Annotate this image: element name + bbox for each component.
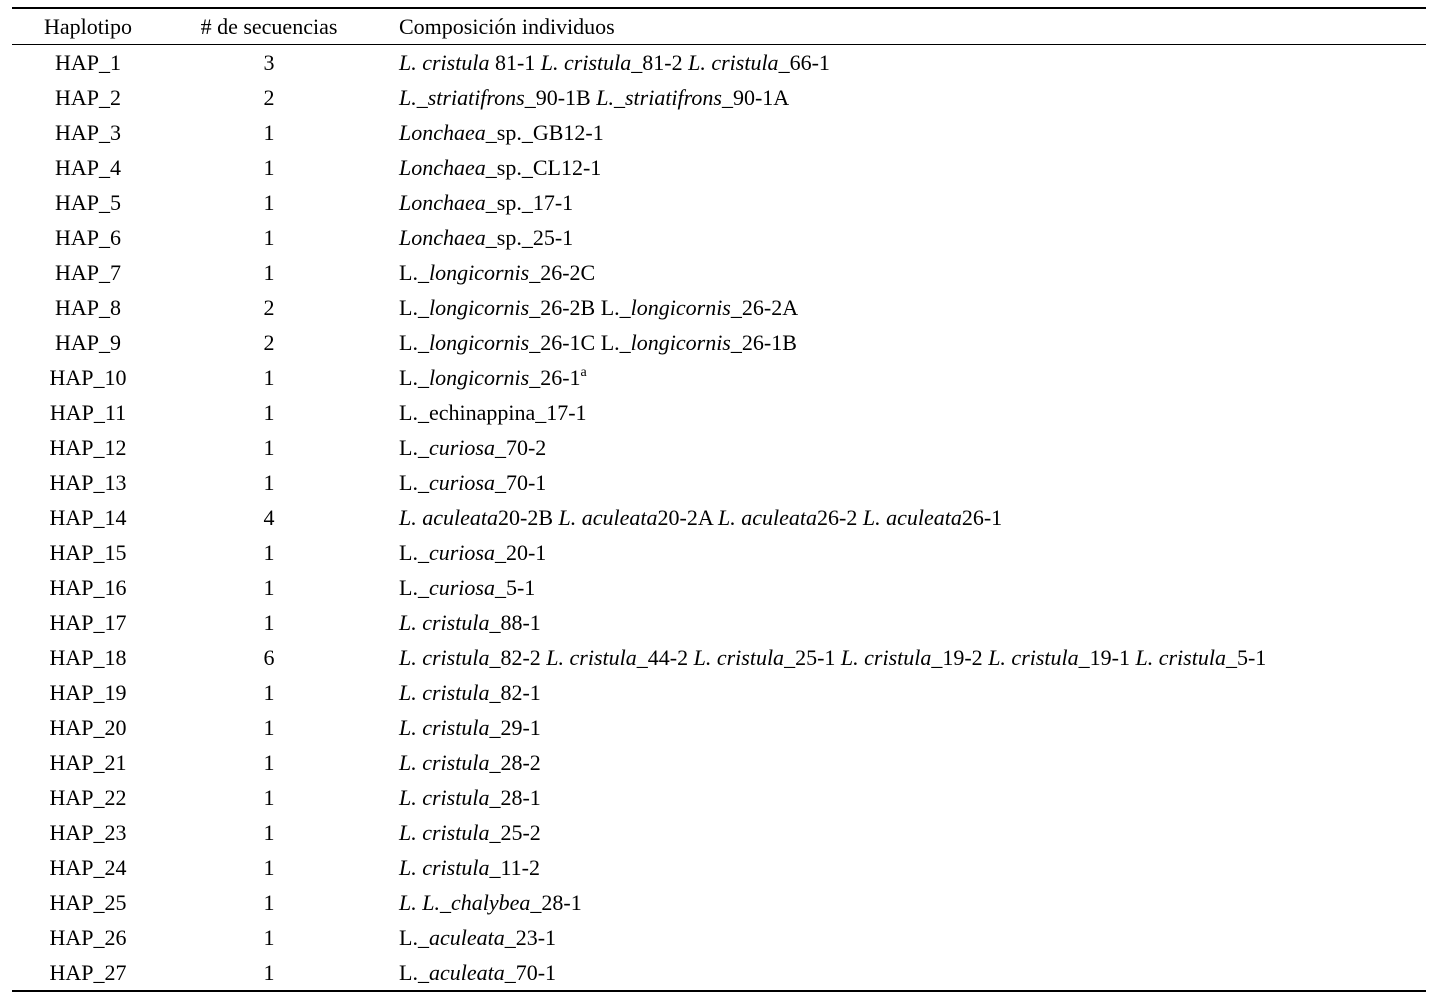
haplotype-id: HAP_6	[54, 225, 121, 250]
specimen-code: _sp._CL12-1	[485, 155, 602, 180]
specimen-code: _81-2	[631, 50, 689, 75]
individuals-composition	[399, 115, 604, 150]
individuals-composition	[399, 325, 797, 360]
sequence-count: 3	[263, 50, 275, 75]
specimen-code: 20-2B	[498, 505, 559, 530]
species-name: L. cristula	[988, 645, 1079, 670]
specimen-code: _70-1	[504, 960, 557, 985]
species-name: L. cristula	[399, 680, 490, 705]
header-haplotipo: Haplotipo	[44, 14, 132, 39]
specimen-code: _26-2B L._	[529, 295, 631, 320]
individuals-composition	[399, 395, 587, 430]
header-row	[12, 9, 1426, 44]
haplotype-id: HAP_3	[54, 120, 121, 145]
table-row	[12, 150, 1426, 185]
species-name: L. cristula	[399, 855, 490, 880]
specimen-code: L._	[399, 575, 429, 600]
haplotype-id: HAP_18	[49, 645, 127, 670]
individuals-composition	[399, 80, 789, 115]
haplotype-id: HAP_20	[49, 715, 127, 740]
haplotype-id: HAP_19	[49, 680, 127, 705]
individuals-composition	[399, 290, 798, 325]
table-row	[12, 360, 1426, 395]
haplotype-id: HAP_11	[49, 400, 127, 425]
table-row	[12, 850, 1426, 885]
specimen-code: 81-1	[489, 50, 541, 75]
species-name: L. cristula	[399, 750, 490, 775]
specimen-code: _29-1	[489, 715, 541, 740]
species-name: curiosa	[428, 470, 495, 495]
table-row	[12, 640, 1426, 675]
table-row	[12, 780, 1426, 815]
table-row	[12, 80, 1426, 115]
individuals-composition	[399, 640, 1266, 675]
specimen-code: _66-1	[778, 50, 830, 75]
specimen-code: L._	[399, 365, 429, 390]
table-row	[12, 255, 1426, 290]
table-row	[12, 115, 1426, 150]
table-row	[12, 430, 1426, 465]
specimen-code: L._echinappina_17-1	[399, 400, 587, 425]
haplotype-id: HAP_2	[54, 85, 121, 110]
individuals-composition	[399, 255, 595, 290]
specimen-code: 20-2A	[657, 505, 718, 530]
specimen-code: _5-1	[494, 575, 536, 600]
specimen-code: _90-1A	[721, 85, 790, 110]
individuals-composition	[399, 885, 582, 920]
specimen-code: _26-1	[529, 365, 581, 390]
species-name: curiosa	[428, 540, 495, 565]
specimen-code: _44-2	[636, 645, 694, 670]
header-secuencias: # de secuencias	[200, 14, 338, 39]
species-name: L. aculeata	[399, 505, 498, 530]
individuals-composition	[399, 220, 573, 255]
haplotype-id: HAP_10	[49, 365, 127, 390]
specimen-code: _sp._25-1	[485, 225, 574, 250]
table-row	[12, 325, 1426, 360]
specimen-code: _23-1	[504, 925, 557, 950]
species-name: L. cristula	[1135, 645, 1226, 670]
species-name: L. cristula	[399, 715, 490, 740]
haplotype-id: HAP_5	[54, 190, 121, 215]
individuals-composition	[399, 745, 541, 780]
table-row	[12, 395, 1426, 430]
specimen-code: _26-2C	[529, 260, 596, 285]
specimen-code: _90-1B	[524, 85, 597, 110]
sequence-count: 2	[263, 330, 275, 355]
table-row	[12, 185, 1426, 220]
specimen-code: _88-1	[489, 610, 541, 635]
table-row	[12, 745, 1426, 780]
specimen-code: _28-1	[530, 890, 582, 915]
species-name: curiosa	[428, 575, 495, 600]
species-name: L. cristula	[399, 820, 490, 845]
species-name: L. L._chalybea	[399, 890, 531, 915]
sequence-count: 1	[263, 540, 275, 565]
haplotype-id: HAP_25	[49, 890, 127, 915]
table-body	[12, 45, 1426, 990]
specimen-code: L._	[399, 470, 429, 495]
species-name: longicornis	[630, 295, 731, 320]
individuals-composition	[399, 360, 587, 395]
specimen-code: _82-2	[489, 645, 547, 670]
sequence-count: 1	[263, 820, 275, 845]
table-row	[12, 465, 1426, 500]
sequence-count: 1	[263, 890, 275, 915]
sequence-count: 1	[263, 365, 275, 390]
sequence-count: 1	[263, 120, 275, 145]
sequence-count: 1	[263, 225, 275, 250]
specimen-code: _82-1	[489, 680, 541, 705]
table-row	[12, 45, 1426, 80]
species-name: L. cristula	[546, 645, 637, 670]
specimen-code: _25-2	[489, 820, 541, 845]
haplotype-id: HAP_26	[49, 925, 127, 950]
species-name: longicornis	[630, 330, 731, 355]
specimen-code: _26-1B	[730, 330, 797, 355]
species-name: L. aculeata	[558, 505, 658, 530]
haplotype-id: HAP_14	[49, 505, 127, 530]
sequence-count: 1	[263, 470, 275, 495]
specimen-code: L._	[399, 925, 429, 950]
species-name: L. cristula	[540, 50, 632, 75]
haplotype-id: HAP_8	[54, 295, 121, 320]
specimen-code: _70-1	[494, 470, 547, 495]
specimen-code: _19-2	[931, 645, 989, 670]
individuals-composition	[399, 535, 546, 570]
haplotype-id: HAP_4	[54, 155, 121, 180]
specimen-code: _sp._GB12-1	[485, 120, 604, 145]
individuals-composition	[399, 780, 541, 815]
species-name: L. cristula	[399, 610, 490, 635]
individuals-composition	[399, 850, 540, 885]
sequence-count: 2	[263, 85, 275, 110]
specimen-code: 26-2	[817, 505, 863, 530]
specimen-code: _26-1C L._	[529, 330, 631, 355]
species-name: L. cristula	[688, 50, 779, 75]
table-row	[12, 570, 1426, 605]
species-name: Lonchaea	[399, 190, 486, 215]
individuals-composition	[399, 430, 546, 465]
table-row	[12, 605, 1426, 640]
table-row	[12, 710, 1426, 745]
sequence-count: 6	[263, 645, 275, 670]
haplotype-id: HAP_27	[49, 960, 127, 985]
table-row	[12, 500, 1426, 535]
individuals-composition	[399, 185, 573, 220]
species-name: longicornis	[428, 330, 530, 355]
table-row	[12, 920, 1426, 955]
sequence-count: 1	[263, 925, 275, 950]
species-name: longicornis	[428, 365, 530, 390]
species-name: L. cristula	[840, 645, 932, 670]
individuals-composition	[399, 150, 601, 185]
species-name: L. cristula	[399, 645, 490, 670]
sequence-count: 1	[263, 155, 275, 180]
sequence-count: 1	[263, 750, 275, 775]
sequence-count: 1	[263, 190, 275, 215]
specimen-code: L._	[399, 435, 429, 460]
individuals-composition	[399, 45, 830, 80]
individuals-composition	[399, 570, 535, 605]
specimen-code: _28-2	[489, 750, 541, 775]
species-name: curiosa	[428, 435, 495, 460]
specimen-code: _70-2	[494, 435, 547, 460]
individuals-composition	[399, 920, 556, 955]
bottom-rule	[12, 990, 1426, 992]
table-row	[12, 815, 1426, 850]
haplotype-id: HAP_9	[54, 330, 121, 355]
individuals-composition	[399, 500, 1002, 535]
sequence-count: 1	[263, 785, 275, 810]
individuals-composition	[399, 675, 541, 710]
table-row	[12, 675, 1426, 710]
specimen-code: L._	[399, 540, 429, 565]
sequence-count: 1	[263, 435, 275, 460]
species-name: aculeata	[428, 925, 505, 950]
specimen-code: _20-1	[494, 540, 547, 565]
sequence-count: 1	[263, 680, 275, 705]
sequence-count: 2	[263, 295, 275, 320]
species-name: L. aculeata	[718, 505, 817, 530]
specimen-code: _19-1	[1078, 645, 1136, 670]
sequence-count: 1	[263, 610, 275, 635]
species-name: L._striatifrons	[399, 85, 525, 110]
haplotype-id: HAP_22	[49, 785, 127, 810]
sequence-count: 1	[263, 400, 275, 425]
specimen-code: L._	[399, 260, 429, 285]
individuals-composition	[399, 710, 541, 745]
individuals-composition	[399, 605, 541, 640]
table-row	[12, 220, 1426, 255]
species-name: Lonchaea	[399, 225, 486, 250]
specimen-code: L._	[399, 295, 429, 320]
haplotype-id: HAP_15	[49, 540, 127, 565]
specimen-code: L._	[399, 960, 429, 985]
sequence-count: 1	[263, 260, 275, 285]
haplotype-id: HAP_7	[54, 260, 121, 285]
species-name: longicornis	[428, 295, 530, 320]
specimen-code: L._	[399, 330, 429, 355]
table-row	[12, 535, 1426, 570]
haplotype-id: HAP_13	[49, 470, 127, 495]
specimen-code: _11-2	[489, 855, 540, 880]
specimen-code: _sp._17-1	[485, 190, 574, 215]
haplotype-id: HAP_1	[54, 50, 121, 75]
species-name: L. cristula	[399, 50, 490, 75]
footnote-mark: a	[580, 365, 587, 380]
haplotype-id: HAP_12	[49, 435, 127, 460]
species-name: L. aculeata	[862, 505, 962, 530]
specimen-code: _28-1	[489, 785, 541, 810]
haplotype-id: HAP_16	[49, 575, 127, 600]
species-name: Lonchaea	[399, 155, 486, 180]
individuals-composition	[399, 955, 556, 990]
haplotype-id: HAP_24	[49, 855, 127, 880]
species-name: L._striatifrons	[596, 85, 722, 110]
haplotype-id: HAP_17	[49, 610, 127, 635]
specimen-code: 26-1	[961, 505, 1003, 530]
sequence-count: 1	[263, 715, 275, 740]
species-name: longicornis	[428, 260, 530, 285]
species-name: Lonchaea	[399, 120, 486, 145]
species-name: L. cristula	[399, 785, 490, 810]
header-composicion: Composición individuos	[399, 14, 615, 39]
table-row	[12, 885, 1426, 920]
species-name: aculeata	[428, 960, 505, 985]
sequence-count: 4	[263, 505, 275, 530]
specimen-code: _26-2A	[730, 295, 799, 320]
individuals-composition	[399, 815, 541, 850]
specimen-code: _25-1	[784, 645, 841, 670]
specimen-code: _5-1	[1225, 645, 1267, 670]
table-row	[12, 955, 1426, 990]
table-row	[12, 290, 1426, 325]
individuals-composition	[399, 465, 546, 500]
haplotype-table	[12, 7, 1426, 992]
haplotype-id: HAP_21	[49, 750, 127, 775]
sequence-count: 1	[263, 960, 275, 985]
species-name: L. cristula	[693, 645, 785, 670]
sequence-count: 1	[263, 855, 275, 880]
sequence-count: 1	[263, 575, 275, 600]
haplotype-id: HAP_23	[49, 820, 127, 845]
